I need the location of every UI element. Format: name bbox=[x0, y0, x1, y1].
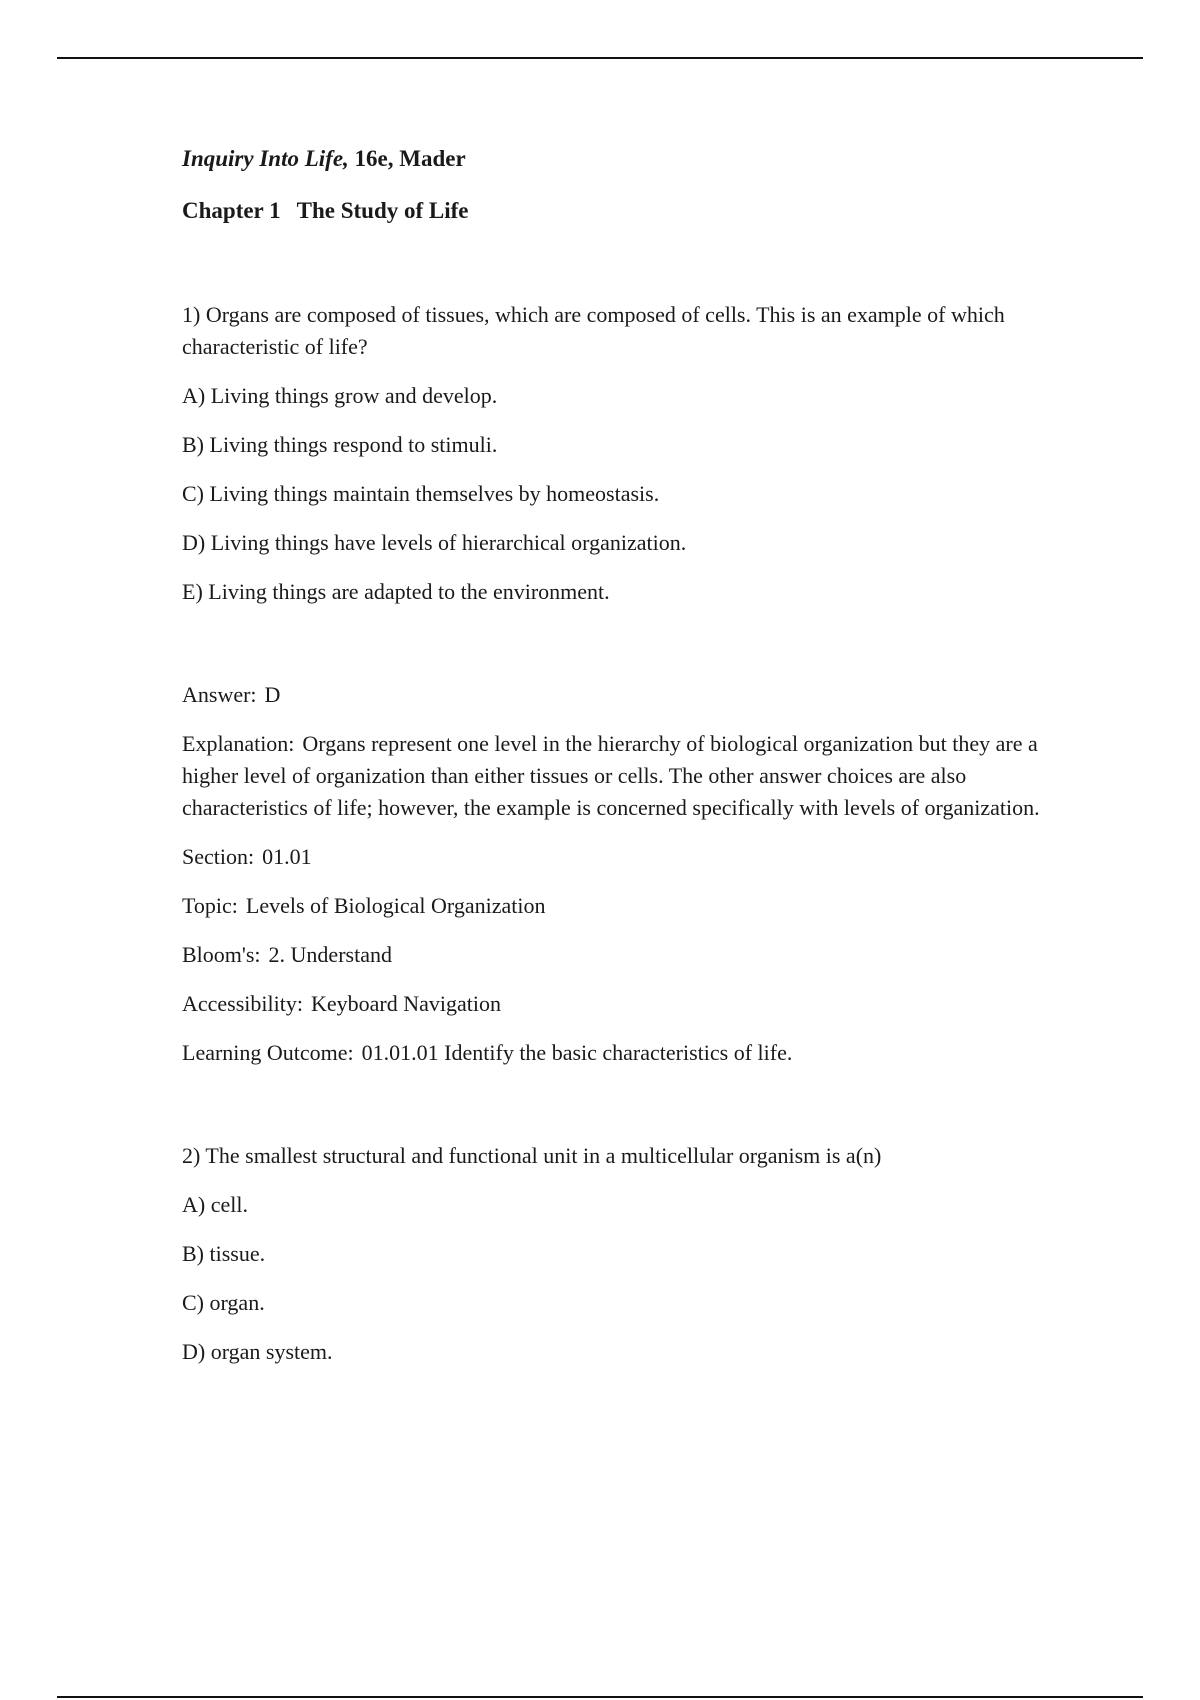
section-value: 01.01 bbox=[262, 844, 312, 869]
option-b: B) Living things respond to stimuli. bbox=[182, 432, 498, 457]
chapter-heading bbox=[182, 195, 1062, 227]
blooms-label: Bloom's: bbox=[182, 942, 261, 967]
option-c: C) organ. bbox=[182, 1290, 265, 1315]
learning-outcome-value: 01.01.01 Identify the basic characteristics of life. bbox=[361, 1040, 793, 1065]
explanation bbox=[182, 728, 1062, 824]
accessibility-value: Keyboard Navigation bbox=[310, 991, 501, 1016]
bottom-rule bbox=[57, 1696, 1143, 1698]
edition-author: 16e, Mader bbox=[348, 146, 466, 171]
learning-outcome-line bbox=[182, 1037, 1062, 1069]
explanation-label: Explanation: bbox=[182, 731, 295, 756]
blooms-value: 2. Understand bbox=[268, 942, 392, 967]
option-c: C) Living things maintain themselves by homeostasis. bbox=[182, 481, 660, 506]
top-rule bbox=[57, 57, 1143, 59]
option-d: D) organ system. bbox=[182, 1339, 333, 1364]
accessibility-label: Accessibility: bbox=[182, 991, 303, 1016]
question-1 bbox=[182, 299, 1062, 1069]
answer-value: D bbox=[264, 682, 281, 707]
topic-value: Levels of Biological Organization bbox=[245, 893, 546, 918]
learning-outcome-label: Learning Outcome: bbox=[182, 1040, 354, 1065]
blooms-line bbox=[182, 939, 1062, 971]
answer-label: Answer: bbox=[182, 682, 257, 707]
option-d: D) Living things have levels of hierarchical organization. bbox=[182, 530, 687, 555]
option-a: A) cell. bbox=[182, 1192, 248, 1217]
chapter-title: The Study of Life bbox=[296, 198, 469, 223]
section-line bbox=[182, 841, 1062, 873]
explanation-text: Organs represent one level in the hierarchy of biological organization but they are a higher level of organization than either tissues or cells. The other answer choices are also characteristics of life; however, the example is concerned specifically with levels of organization. bbox=[182, 731, 1040, 820]
option-b: B) tissue. bbox=[182, 1241, 266, 1266]
answer-line bbox=[182, 679, 1062, 711]
option-e: E) Living things are adapted to the environment. bbox=[182, 579, 610, 604]
question-2 bbox=[182, 1140, 1062, 1368]
option-a: A) Living things grow and develop. bbox=[182, 383, 498, 408]
chapter-label: Chapter 1 bbox=[182, 198, 281, 223]
accessibility-line bbox=[182, 988, 1062, 1020]
question-stem: 2) The smallest structural and functional unit in a multicellular organism is a(n) bbox=[182, 1143, 882, 1168]
section-label: Section: bbox=[182, 844, 255, 869]
document-body bbox=[182, 143, 1062, 1368]
book-title-line bbox=[182, 143, 1062, 175]
topic-label: Topic: bbox=[182, 893, 238, 918]
question-stem: 1) Organs are composed of tissues, which are composed of cells. This is an example of which characteristic of life? bbox=[182, 302, 1005, 359]
book-title: Inquiry Into Life, bbox=[182, 146, 349, 171]
topic-line bbox=[182, 890, 1062, 922]
